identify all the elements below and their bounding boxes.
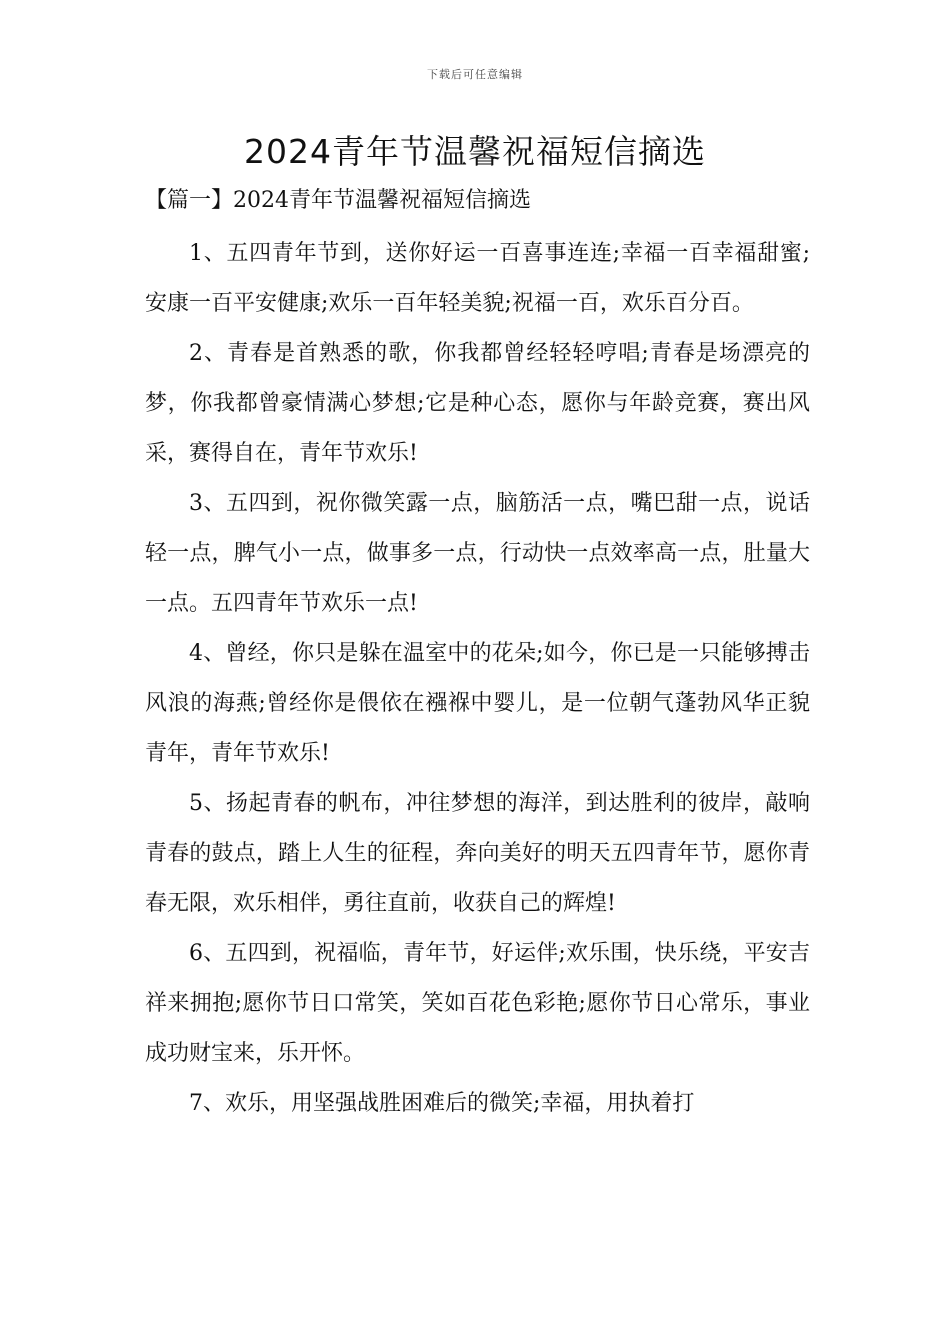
download-note: 下载后可任意编辑	[427, 68, 523, 81]
paragraph-7: 7、欢乐，用坚强战胜困难后的微笑;幸福，用执着打	[189, 1091, 695, 1116]
paragraph-5: 5、扬起青春的帆布，冲往梦想的海洋，到达胜利的彼岸，敲响青春的鼓点，踏上人生的征程，奔向美好的明天五四青年节，愿你青春无限，欢乐相伴，勇往直前，收获自己的辉煌!	[145, 791, 810, 916]
paragraph-1: 1、五四青年节到，送你好运一百喜事连连;幸福一百幸福甜蜜;安康一百平安健康;欢乐一百年轻美貌;祝福一百，欢乐百分百。	[145, 241, 810, 316]
page-title: 2024青年节温馨祝福短信摘选	[244, 132, 706, 171]
document-body	[145, 229, 810, 1129]
paragraph-2: 2、青春是首熟悉的歌，你我都曾经轻轻哼唱;青春是场漂亮的梦，你我都曾豪情满心梦想;它是种心态，愿你与年龄竞赛，赛出风采，赛得自在，青年节欢乐!	[145, 341, 810, 466]
paragraph-6: 6、五四到，祝福临，青年节，好运伴;欢乐围，快乐绕，平安吉祥来拥抱;愿你节日口常笑，笑如百花色彩艳;愿你节日心常乐，事业成功财宝来，乐开怀。	[145, 941, 810, 1066]
paragraph-4: 4、曾经，你只是躲在温室中的花朵;如今，你已是一只能够搏击风浪的海燕;曾经你是偎依在襁褓中婴儿，是一位朝气蓬勃风华正貌青年，青年节欢乐!	[145, 641, 810, 766]
paragraph-3: 3、五四到，祝你微笑露一点，脑筋活一点，嘴巴甜一点，说话轻一点，脾气小一点，做事多一点，行动快一点效率高一点，肚量大一点。五四青年节欢乐一点!	[145, 491, 810, 616]
section-heading: 【篇一】2024青年节温馨祝福短信摘选	[145, 188, 531, 213]
